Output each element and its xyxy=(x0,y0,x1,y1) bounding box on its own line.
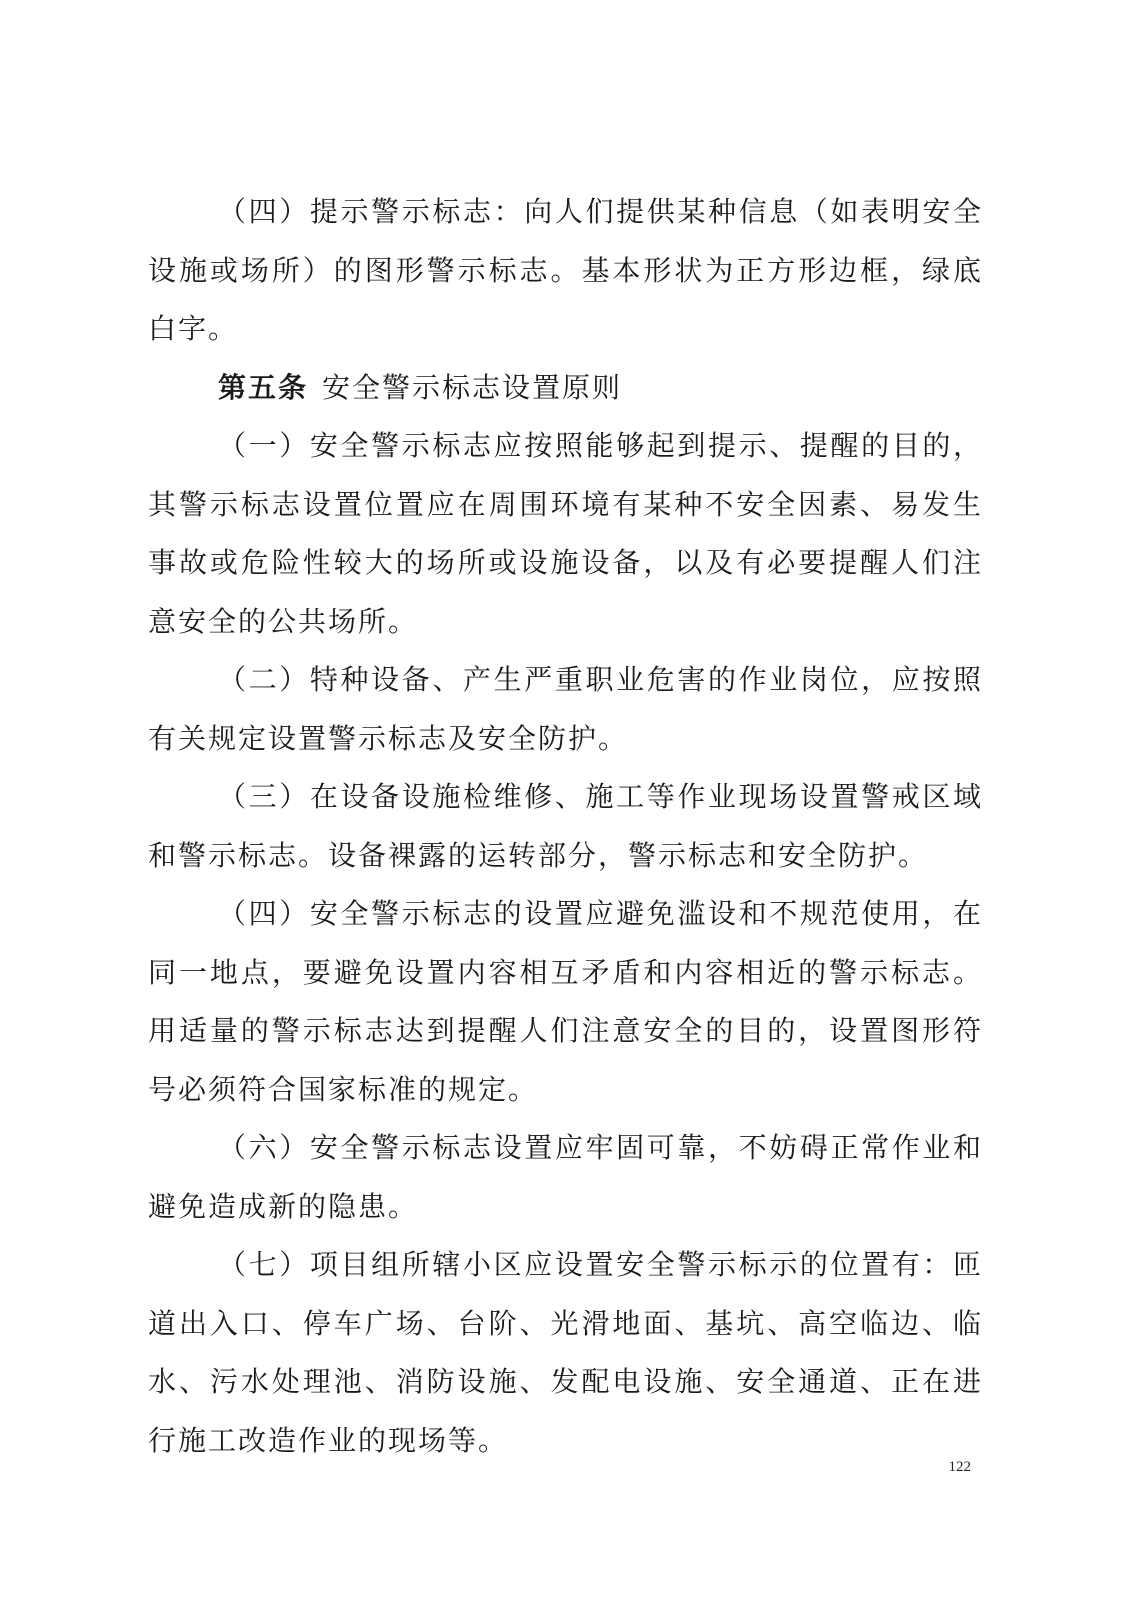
paragraph-principle-4: （四）安全警示标志的设置应避免滥设和不规范使用，在同一地点，要避免设置内容相互矛盾和内容相近的警示标志。用适量的警示标志达到提醒人们注意安全的目的，设置图形符号必须符合国家标准的规定。 xyxy=(148,897,983,1106)
paragraph-principle-1: （一）安全警示标志应按照能够起到提示、提醒的目的，其警示标志设置位置应在周围环境有某种不安全因素、易发生事故或危险性较大的场所或设施设备，以及有必要提醒人们注意安全的公共场所。 xyxy=(148,429,983,638)
page-number: 122 xyxy=(948,1459,971,1475)
paragraph-principle-6: （六）安全警示标志设置应牢固可靠，不妨碍正常作业和避免造成新的隐患。 xyxy=(148,1131,983,1223)
article-number: 第五条 xyxy=(218,370,309,404)
article-title-text: 安全警示标志设置原则 xyxy=(322,370,623,404)
paragraph-principle-3: （三）在设备设施检维修、施工等作业现场设置警戒区域和警示标志。设备裸露的运转部分，警示标志和安全防护。 xyxy=(148,780,983,872)
document-body xyxy=(148,183,983,1470)
paragraph-principle-7: （七）项目组所辖小区应设置安全警示标示的位置有：匝道出入口、停车广场、台阶、光滑地面、基坑、高空临边、临水、污水处理池、消防设施、发配电设施、安全通道、正在进行施工改造作业的现场等。 xyxy=(148,1248,983,1457)
paragraph-prompt-signs: （四）提示警示标志：向人们提供某种信息（如表明安全设施或场所）的图形警示标志。基本形状为正方形边框，绿底白字。 xyxy=(148,195,983,345)
article-heading xyxy=(148,359,983,418)
paragraph-principle-2: （二）特种设备、产生严重职业危害的作业岗位，应按照有关规定设置警示标志及安全防护。 xyxy=(148,663,983,755)
